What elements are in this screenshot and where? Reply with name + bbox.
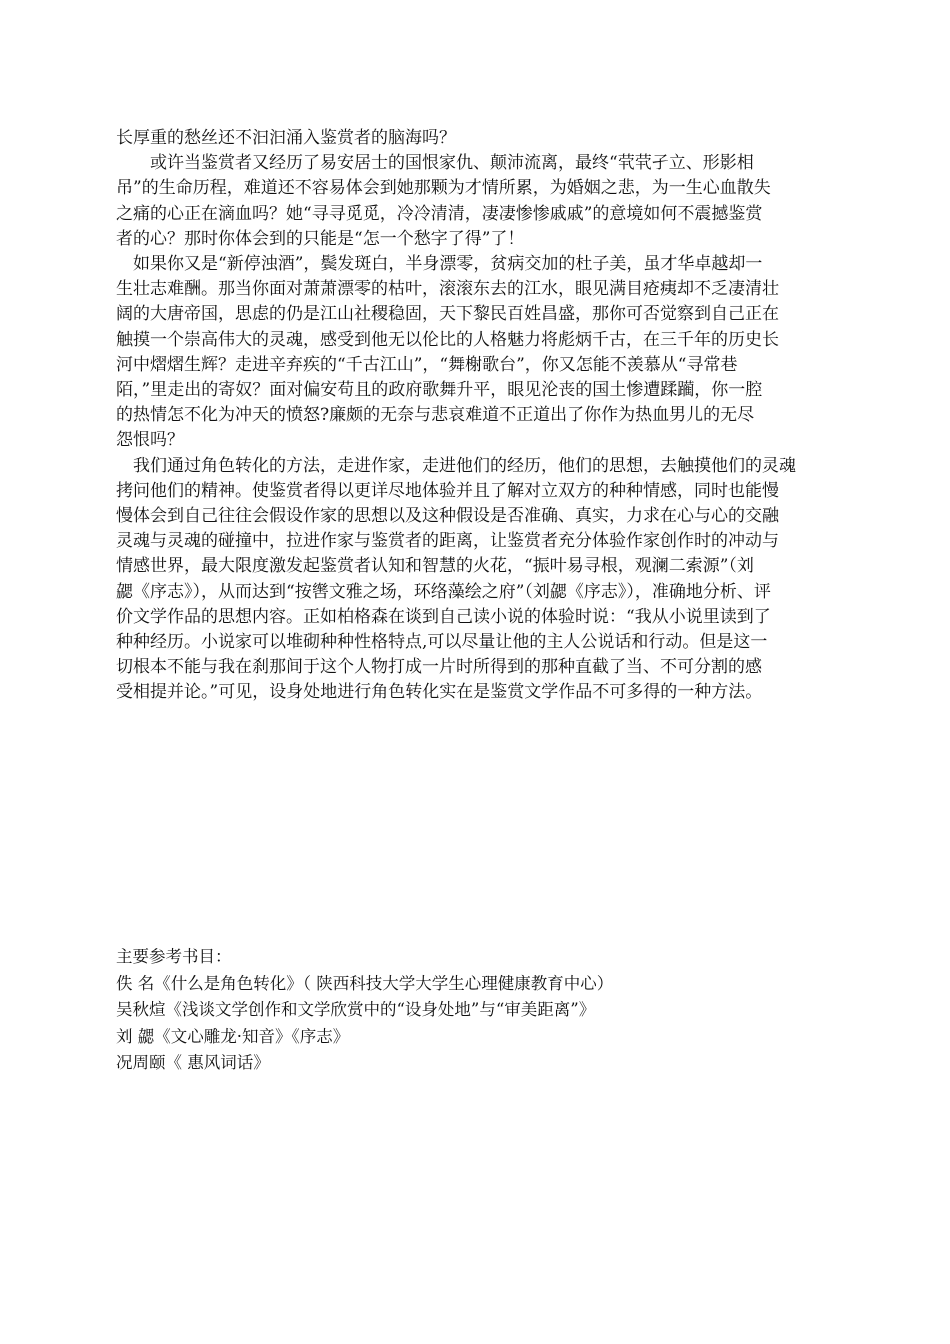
text-line: 受相提并论。”可见，设身处地进行角色转化实在是鉴赏文学作品不可多得的一种方法。 [116, 682, 763, 703]
text-line: 者的心？那时你体会到的只能是“怎一个愁字了得”了！ [116, 228, 525, 249]
text-line: 拷问他们的精神。使鉴赏者得以更详尽地体验并且了解对立双方的种种情感，同时也能慢 [116, 480, 779, 501]
references-heading: 主要参考书目： [116, 947, 232, 966]
text-line: 的热情怎不化为冲天的愤怒?廉颇的无奈与悲哀难道不正道出了你作为热血男儿的无尽 [116, 405, 755, 426]
paragraph-li-qingzhao [116, 151, 846, 252]
paragraph-conclusion [116, 454, 846, 706]
paragraph-intro-tail [116, 126, 846, 151]
text-line: 种种经历。小说家可以堆砌种种性格特点,可以尽量让他的主人公说话和行动。但是这一 [116, 632, 768, 653]
text-line: 勰《序志》），从而达到“按辔文雅之场，环络藻绘之府”（刘勰《序志》），准确地分析、评 [116, 581, 771, 602]
reference-item: 佚 名《什么是角色转化》（ 陕西科技大学大学生心理健康教育中心） [116, 973, 614, 993]
text-line: 灵魂与灵魂的碰撞中，拉进作家与鉴赏者的距离，让鉴赏者充分体验作家创作时的冲动与 [116, 531, 779, 552]
text-line: 我们通过角色转化的方法，走进作家，走进他们的经历，他们的思想，去触摸他们的灵魂 [116, 455, 796, 476]
text-line: 触摸一个崇高伟大的灵魂，感受到他无以伦比的人格魅力将彪炳千古，在三千年的历史长 [116, 329, 779, 350]
text-line: 阔的大唐帝国，思虑的仍是江山社稷稳固，天下黎民百姓昌盛，那你可否觉察到自己正在 [116, 304, 779, 325]
references-section [116, 944, 816, 1077]
text-line: 吊”的生命历程，难道还不容易体会到她那颗为才情所累，为婚姻之悲，为一生心血散失 [116, 178, 771, 199]
text-line: 价文学作品的思想内容。正如柏格森在谈到自己读小说的体验时说：“我从小说里读到了 [116, 606, 771, 627]
reference-item: 况周颐《 惠风词话》 [116, 1053, 270, 1072]
text-line: 河中熠熠生辉？走进辛弃疾的“千古江山”，“舞榭歌台”，你又怎能不羡慕从“寻常巷 [116, 354, 738, 375]
paragraph-du-fu [116, 252, 846, 454]
text-line: 生壮志难酬。那当你面对萧萧漂零的枯叶，滚滚东去的江水，眼见满目疮痍却不乏凄清壮 [116, 279, 779, 300]
text-line: 陌，”里走出的寄奴？面对偏安苟且的政府歌舞升平，眼见沦丧的国土惨遭蹂躏，你一腔 [116, 380, 763, 401]
text-line: 切根本不能与我在刹那间于这个人物打成一片时所得到的那种直截了当、不可分割的感 [116, 657, 762, 678]
text-line: 如果你又是“新停浊酒”，鬓发斑白，半身漂零，贫病交加的杜子美，虽才华卓越却一 [116, 254, 763, 275]
text-line: 长厚重的愁丝还不汩汩涌入鉴赏者的脑海吗？ [116, 128, 456, 148]
text-line: 慢体会到自己往往会假设作家的思想以及这种假设是否准确、真实，力求在心与心的交融 [116, 506, 779, 527]
text-line: 之痛的心正在滴血吗？她“寻寻觅觅，冷冷清清，凄凄惨惨戚戚”的意境如何不震撼鉴赏 [116, 203, 763, 224]
text-line: 或许当鉴赏者又经历了易安居士的国恨家仇、颠沛流离，最终“茕茕孑立、形影相 [116, 153, 754, 174]
essay-body [116, 126, 846, 706]
reference-item: 刘 勰《文心雕龙·知音》《序志》 [116, 1026, 350, 1046]
reference-item: 吴秋煊《浅谈文学创作和文学欣赏中的“设身处地”与“审美距离”》 [116, 1000, 596, 1019]
text-line: 怨恨吗？ [116, 430, 184, 451]
text-line: 情感世界，最大限度激发起鉴赏者认知和智慧的火花，“振叶易寻根，观澜二索源”（刘 [116, 556, 754, 577]
